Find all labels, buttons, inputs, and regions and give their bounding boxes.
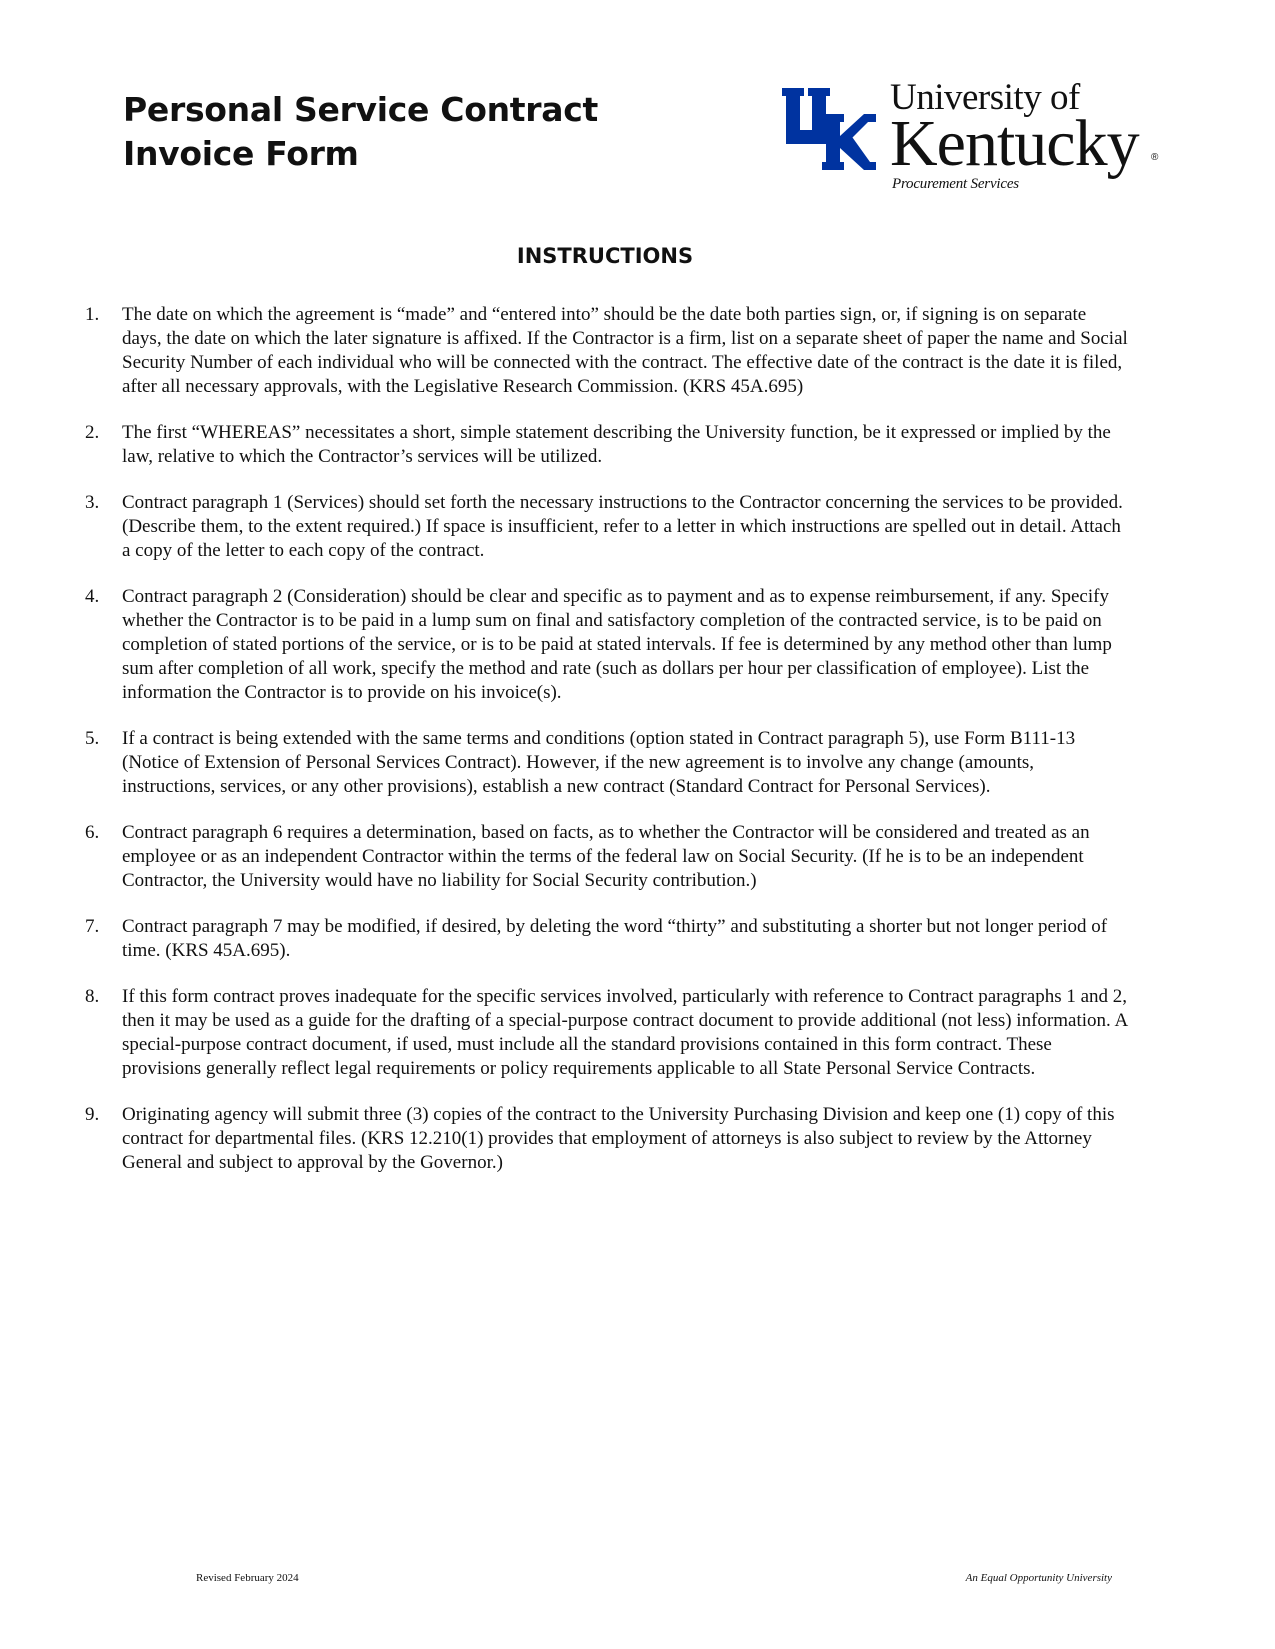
instruction-text: The first “WHEREAS” necessitates a short, simple statement describing the University function, be it expressed or implied by the law, relative to which the Contractor’s services will be utilized. (122, 422, 1111, 467)
instruction-item (85, 491, 1130, 563)
university-logo (780, 78, 1160, 196)
title-line-1: Personal Service Contract (123, 90, 598, 129)
instruction-item (85, 727, 1130, 799)
logo-kentucky: Kentucky (890, 107, 1139, 180)
instruction-number: 1. (85, 304, 100, 325)
instruction-item (85, 985, 1130, 1081)
equal-opportunity-note: An Equal Opportunity University (965, 1572, 1112, 1584)
instruction-number: 8. (85, 986, 100, 1007)
instruction-item (85, 1103, 1130, 1175)
title-line-2: Invoice Form (123, 134, 359, 173)
instruction-text: Originating agency will submit three (3) copies of the contract to the University Purchasing Division and keep one (1) copy of this contract for departmental files. (KRS 12.210(1) provides that employment of attorneys is also subject to review by the Attorney General and subject to approval by the Governor.) (122, 1104, 1115, 1173)
document-title (123, 88, 598, 176)
instruction-number: 2. (85, 422, 100, 443)
logo-university-of: University of (890, 77, 1080, 118)
instruction-number: 3. (85, 492, 100, 513)
instruction-text: Contract paragraph 7 may be modified, if desired, by deleting the word “thirty” and substituting a shorter but not longer period of time. (KRS 45A.695). (122, 916, 1108, 961)
instruction-number: 5. (85, 728, 100, 749)
instructions-list (85, 303, 1130, 1197)
instruction-number: 7. (85, 916, 100, 937)
instruction-item (85, 585, 1130, 705)
instruction-item (85, 821, 1130, 893)
instruction-item (85, 915, 1130, 963)
instruction-number: 6. (85, 822, 100, 843)
logo-procurement-services: Procurement Services (892, 176, 1019, 192)
registered-mark: ® (1151, 152, 1159, 163)
instruction-number: 4. (85, 586, 100, 607)
instruction-item (85, 421, 1130, 469)
instructions-heading: INSTRUCTIONS (516, 244, 694, 268)
instruction-text: If a contract is being extended with the same terms and conditions (option stated in Contract paragraph 5), use Form B111-13 (Notice of Extension of Personal Services Contract). However, if the new agreement is to involve any change (amounts, instructions, services, or any other provisions), establish a new contract (Standard Contract for Personal Services). (122, 728, 1076, 797)
instruction-text: Contract paragraph 6 requires a determination, based on facts, as to whether the Contractor will be considered and treated as an employee or as an independent Contractor within the terms of the federal law on Social Security. (If he is to be an independent Contractor, the University would have no liability for Social Security contribution.) (122, 822, 1090, 891)
instruction-text: The date on which the agreement is “made” and “entered into” should be the date both parties sign, or, if signing is on separate days, the date on which the later signature is affixed. If the Contractor is a firm, list on a separate sheet of paper the name and Social Security Number of each individual who will be connected with the contract. The effective date of the contract is the date it is filed, after all necessary approvals, with the Legislative Research Commission. (KRS 45A.695) (122, 304, 1128, 397)
instruction-text: Contract paragraph 2 (Consideration) should be clear and specific as to payment and as to expense reimbursement, if any. Specify whether the Contractor is to be paid in a lump sum on final and satisfactory completion of the contracted service, is to be paid on completion of stated portions of the service, or is to be paid at stated intervals. If fee is determined by any method other than lump sum after completion of all work, specify the method and rate (such as dollars per hour per classification of employee). List the information the Contractor is to provide on his invoice(s). (122, 586, 1112, 703)
instruction-item (85, 303, 1130, 399)
uk-logo-icon (780, 86, 878, 172)
instruction-text: If this form contract proves inadequate for the specific services involved, particularly with reference to Contract paragraphs 1 and 2, then it may be used as a guide for the drafting of a special-purpose contract document to provide additional (not less) information. A special-purpose contract document, if used, must include all the standard provisions contained in this form contract. These provisions generally reflect legal requirements or policy requirements applicable to all State Personal Service Contracts. (122, 986, 1128, 1079)
instruction-number: 9. (85, 1104, 100, 1125)
revised-date: Revised February 2024 (196, 1572, 299, 1584)
instruction-text: Contract paragraph 1 (Services) should set forth the necessary instructions to the Contractor concerning the services to be provided. (Describe them, to the extent required.) If space is insufficient, refer to a letter in which instructions are spelled out in detail. Attach a copy of the letter to each copy of the contract. (122, 492, 1123, 561)
